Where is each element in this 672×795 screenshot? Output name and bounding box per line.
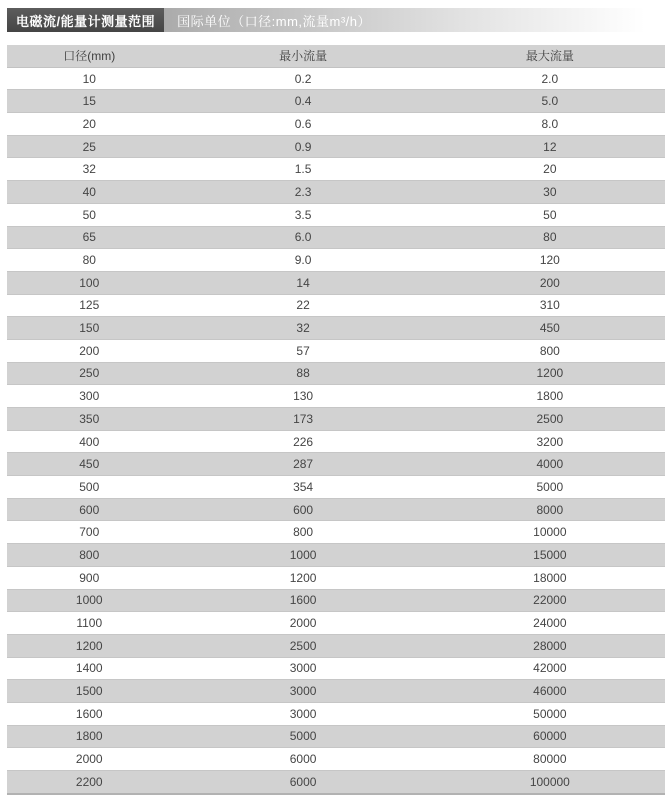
table-cell: 1600 xyxy=(289,593,317,608)
table-cell: 1100 xyxy=(76,616,103,631)
table-cell: 450 xyxy=(79,457,100,472)
table-cell: 130 xyxy=(293,389,314,404)
table-row xyxy=(7,362,665,385)
table-cell: 310 xyxy=(539,298,560,313)
table-cell: 10000 xyxy=(533,525,567,540)
column-header-min-flow: 最小流量 xyxy=(172,45,435,67)
table-cell: 2.0 xyxy=(541,71,559,86)
table-cell: 30 xyxy=(543,184,557,199)
table-cell: 8.0 xyxy=(541,116,559,131)
table-cell: 1600 xyxy=(75,706,103,721)
table-cell: 88 xyxy=(296,366,310,381)
table-cell: 200 xyxy=(79,343,100,358)
table-cell: 1200 xyxy=(75,638,103,653)
table-row xyxy=(7,544,665,567)
table-row xyxy=(7,680,665,703)
table-cell: 1400 xyxy=(75,661,103,676)
table-cell: 22000 xyxy=(533,593,567,608)
table-row xyxy=(7,453,665,476)
table-row xyxy=(7,430,665,453)
table-cell: 2.3 xyxy=(294,184,312,199)
table-cell: 3000 xyxy=(289,684,317,699)
table-cell: 200 xyxy=(539,275,560,290)
table-cell: 3200 xyxy=(536,434,564,449)
table-cell: 2500 xyxy=(536,411,564,426)
table-cell: 2000 xyxy=(289,616,317,631)
table-cell: 10 xyxy=(82,71,96,86)
table-row xyxy=(7,657,665,680)
table-cell: 24000 xyxy=(533,616,567,631)
table-cell: 700 xyxy=(79,525,100,540)
table-cell: 1200 xyxy=(536,366,564,381)
table-cell: 6.0 xyxy=(294,230,312,245)
table-cell: 0.9 xyxy=(294,139,312,154)
table-cell: 800 xyxy=(79,547,100,562)
table-cell: 8000 xyxy=(536,502,564,517)
table-row xyxy=(7,113,665,136)
table-cell: 6000 xyxy=(289,752,317,767)
table-cell: 1000 xyxy=(289,547,317,562)
table-cell: 500 xyxy=(79,479,100,494)
table-cell: 32 xyxy=(296,321,310,336)
table-cell: 800 xyxy=(539,343,560,358)
table-row xyxy=(7,181,665,204)
table-cell: 300 xyxy=(79,389,100,404)
column-header-max-flow: 最大流量 xyxy=(435,45,665,67)
table-row xyxy=(7,294,665,317)
table-cell: 57 xyxy=(296,343,310,358)
table-row xyxy=(7,634,665,657)
table-cell: 2200 xyxy=(75,774,103,789)
table-cell: 600 xyxy=(79,502,100,517)
table-cell: 173 xyxy=(293,411,314,426)
table-cell: 1200 xyxy=(289,570,317,585)
table-cell: 250 xyxy=(79,366,100,381)
table-cell: 4000 xyxy=(536,457,564,472)
table-cell: 120 xyxy=(539,253,560,268)
section-subtitle: 国际单位（口径:mm,流量m³/h） xyxy=(177,13,372,29)
table-cell: 22 xyxy=(296,298,310,313)
table-cell: 9.0 xyxy=(294,253,312,268)
table-cell: 12 xyxy=(543,139,557,154)
table-cell: 5000 xyxy=(289,729,317,744)
table-cell: 20 xyxy=(82,116,96,131)
table-cell: 226 xyxy=(293,434,314,449)
table-row xyxy=(7,317,665,340)
table-cell: 50 xyxy=(543,207,557,222)
table-cell: 354 xyxy=(293,479,314,494)
table-cell: 20 xyxy=(543,162,557,177)
table-row xyxy=(7,67,665,90)
table-cell: 50 xyxy=(82,207,96,222)
table-row xyxy=(7,408,665,431)
table-cell: 60000 xyxy=(533,729,567,744)
table-cell: 0.4 xyxy=(294,94,312,109)
table-cell: 18000 xyxy=(533,570,567,585)
table-row xyxy=(7,249,665,272)
table-row xyxy=(7,748,665,771)
table-cell: 800 xyxy=(293,525,314,540)
table-cell: 32 xyxy=(82,162,96,177)
table-cell: 5000 xyxy=(536,479,564,494)
table-row xyxy=(7,226,665,249)
table-cell: 287 xyxy=(293,457,314,472)
table-cell: 100000 xyxy=(529,774,570,789)
table-row xyxy=(7,702,665,725)
table-row xyxy=(7,476,665,499)
table-row xyxy=(7,271,665,294)
table-cell: 2500 xyxy=(289,638,317,653)
table-cell: 80 xyxy=(82,253,96,268)
table-cell: 42000 xyxy=(533,661,567,676)
table-row xyxy=(7,135,665,158)
table-cell: 40 xyxy=(82,184,96,199)
table-cell: 14 xyxy=(296,275,310,290)
table-cell: 350 xyxy=(79,411,100,426)
table-cell: 100 xyxy=(79,275,100,290)
table-cell: 1500 xyxy=(75,684,103,699)
table-row xyxy=(7,725,665,748)
table-cell: 3000 xyxy=(289,661,317,676)
table-row xyxy=(7,90,665,113)
table-row xyxy=(7,612,665,635)
table-cell: 1800 xyxy=(75,729,103,744)
table-cell: 5.0 xyxy=(541,94,559,109)
table-row xyxy=(7,589,665,612)
table-row xyxy=(7,339,665,362)
table-cell: 1800 xyxy=(536,389,564,404)
table-cell: 1.5 xyxy=(294,162,312,177)
flow-range-table xyxy=(7,45,665,795)
table-cell: 50000 xyxy=(533,706,567,721)
table-row xyxy=(7,566,665,589)
table-cell: 80000 xyxy=(533,752,567,767)
table-cell: 25 xyxy=(82,139,96,154)
column-header-diameter: 口径(mm) xyxy=(7,45,172,67)
table-row xyxy=(7,203,665,226)
table-cell: 0.2 xyxy=(294,71,312,86)
table-cell: 46000 xyxy=(533,684,567,699)
table-cell: 28000 xyxy=(533,638,567,653)
table-cell: 15 xyxy=(82,94,96,109)
table-row xyxy=(7,385,665,408)
table-row xyxy=(7,521,665,544)
table-cell: 1000 xyxy=(75,593,103,608)
table-cell: 3.5 xyxy=(294,207,312,222)
table-cell: 450 xyxy=(539,321,560,336)
table-row xyxy=(7,771,665,794)
table-cell: 3000 xyxy=(289,706,317,721)
table-cell: 0.6 xyxy=(294,116,312,131)
table-body xyxy=(7,67,665,794)
table-cell: 150 xyxy=(79,321,100,336)
table-cell: 6000 xyxy=(289,774,317,789)
table-cell: 65 xyxy=(82,230,96,245)
table-cell: 2000 xyxy=(75,752,103,767)
table-cell: 125 xyxy=(79,298,100,313)
section-header-bar xyxy=(7,8,665,32)
table-row xyxy=(7,158,665,181)
section-title: 电磁流/能量计测量范围 xyxy=(7,8,164,32)
table-cell: 900 xyxy=(79,570,100,585)
table-header-row xyxy=(7,45,665,67)
table-cell: 600 xyxy=(293,502,314,517)
table-cell: 80 xyxy=(543,230,557,245)
table-cell: 15000 xyxy=(533,547,567,562)
table-row xyxy=(7,498,665,521)
table-cell: 400 xyxy=(79,434,100,449)
